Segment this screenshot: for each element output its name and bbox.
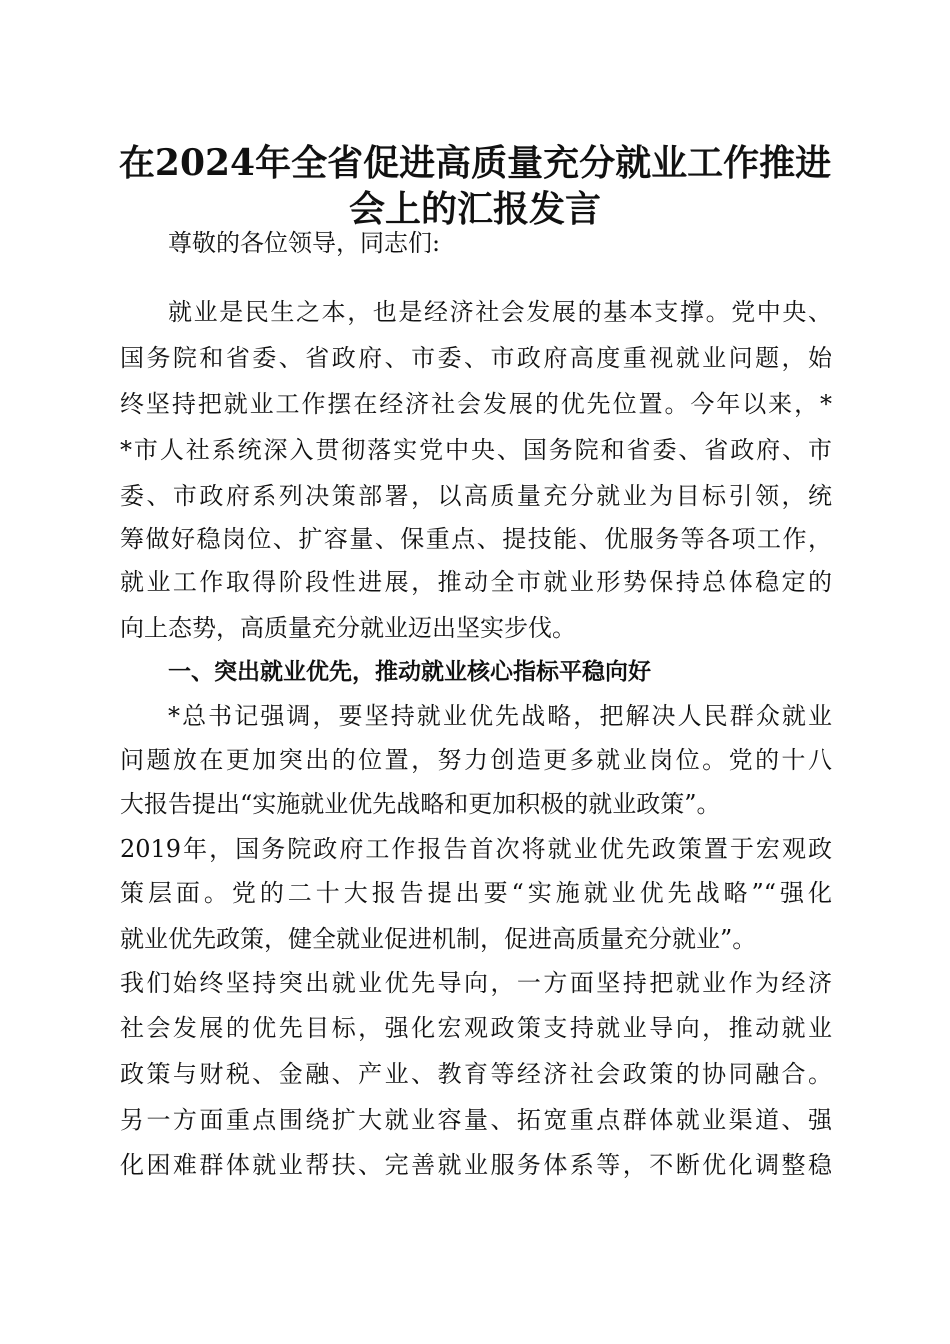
- paragraph-line: 委、市政府系列决策部署，以高质量充分就业为目标引领，统: [120, 482, 832, 510]
- paragraph-line: 2019年，国务院政府工作报告首次将就业优先政策置于宏观政: [120, 835, 832, 863]
- paragraph-line: 终坚持把就业工作摆在经济社会发展的优先位置。今年以来，*: [120, 390, 832, 418]
- paragraph-line: 社会发展的优先目标，强化宏观政策支持就业导向，推动就业: [120, 1014, 832, 1042]
- section-heading: 一、突出就业优先，推动就业核心指标平稳向好: [168, 659, 651, 685]
- document-title-line-1: 在2024年全省促进高质量充分就业工作推进: [118, 142, 832, 184]
- paragraph-line: 我们始终坚持突出就业优先导向，一方面坚持把就业作为经济: [120, 969, 832, 997]
- paragraph-line: 大报告提出“实施就业优先战略和更加积极的就业政策”。: [120, 790, 721, 818]
- salutation: 尊敬的各位领导，同志们:: [168, 229, 441, 257]
- paragraph-line: 国务院和省委、省政府、市委、市政府高度重视就业问题，始: [120, 344, 832, 372]
- document-title-line-2: 会上的汇报发言: [348, 188, 601, 230]
- paragraph-line: 问题放在更加突出的位置，努力创造更多就业岗位。党的十八: [120, 746, 832, 774]
- paragraph-line: 筹做好稳岗位、扩容量、保重点、提技能、优服务等各项工作，: [120, 525, 832, 553]
- paragraph-line: *总书记强调，要坚持就业优先战略，把解决人民群众就业: [168, 702, 832, 730]
- paragraph-line: 策层面。党的二十大报告提出要“实施就业优先战略”“强化: [120, 879, 832, 907]
- paragraph-line: 化困难群体就业帮扶、完善就业服务体系等，不断优化调整稳: [120, 1151, 832, 1179]
- paragraph-line: 就业工作取得阶段性进展，推动全市就业形势保持总体稳定的: [120, 568, 832, 596]
- paragraph-line: 另一方面重点围绕扩大就业容量、拓宽重点群体就业渠道、强: [120, 1106, 832, 1134]
- paragraph-line: 就业优先政策，健全就业促进机制，促进高质量充分就业”。: [120, 925, 757, 953]
- paragraph-line: 就业是民生之本，也是经济社会发展的基本支撑。党中央、: [168, 298, 832, 326]
- paragraph-line: 政策与财税、金融、产业、教育等经济社会政策的协同融合。: [120, 1060, 832, 1088]
- paragraph-line: *市人社系统深入贯彻落实党中央、国务院和省委、省政府、市: [120, 436, 832, 464]
- paragraph-line: 向上态势，高质量充分就业迈出坚实步伐。: [120, 614, 576, 642]
